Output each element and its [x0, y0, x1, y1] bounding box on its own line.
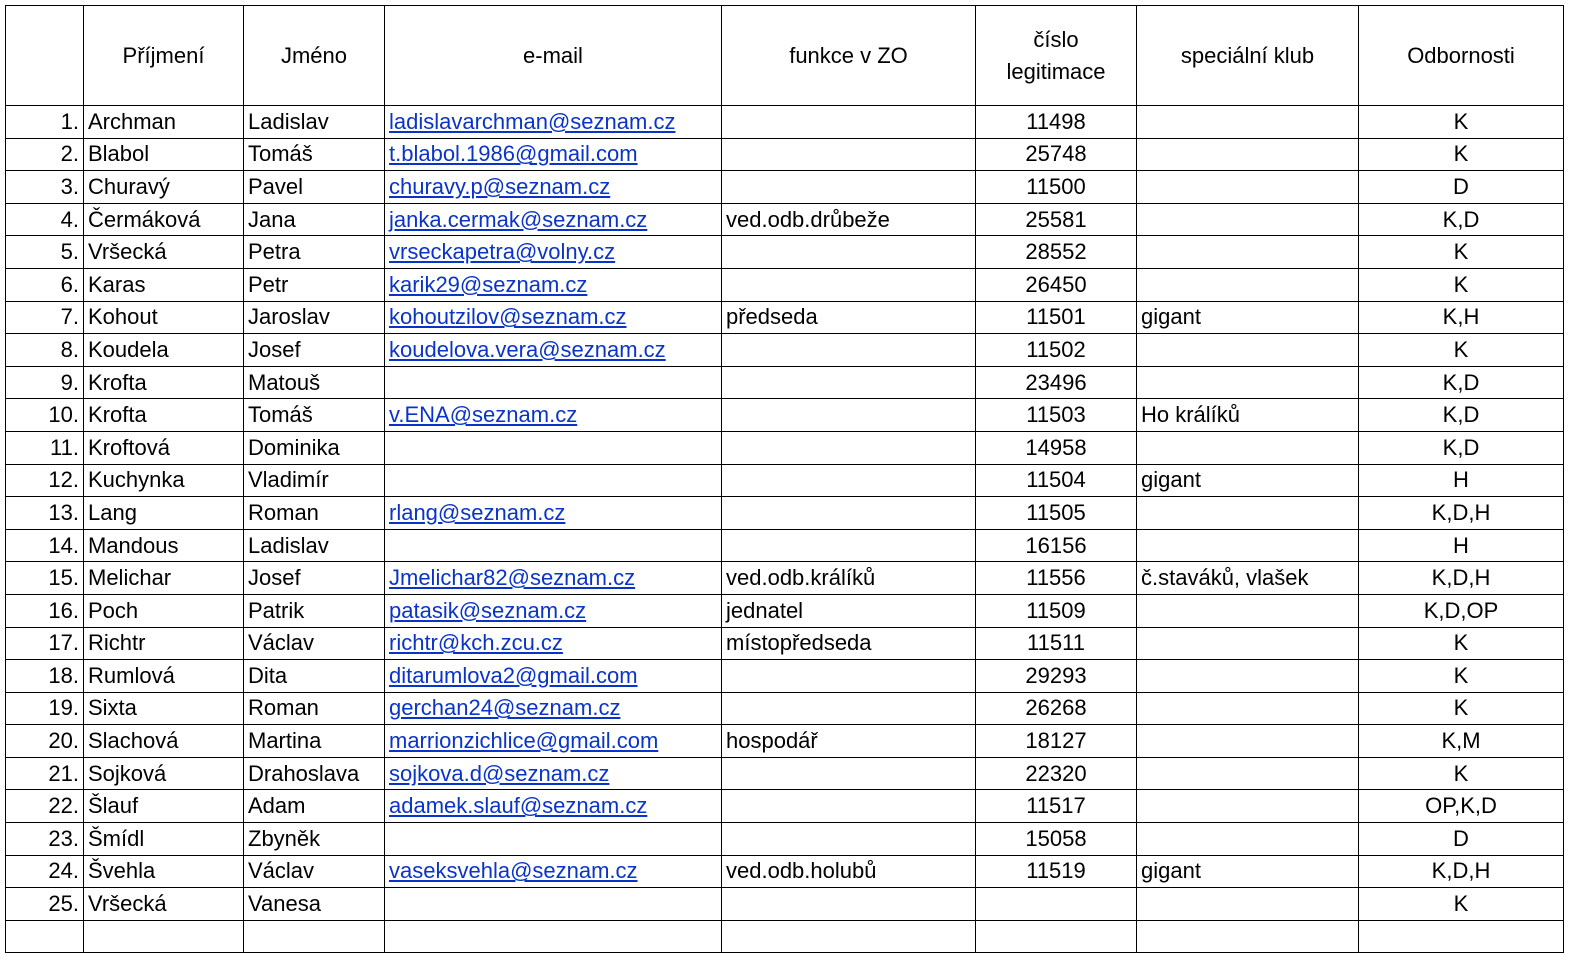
cell-id-number[interactable]: 29293 [976, 660, 1137, 693]
email-link[interactable]: karik29@seznam.cz [389, 271, 588, 297]
cell-special-club[interactable] [1137, 529, 1359, 562]
cell-index[interactable]: 8. [6, 334, 84, 367]
header-role[interactable]: funkce v ZO [722, 6, 976, 106]
table-row [6, 725, 1564, 758]
cell-index[interactable] [6, 920, 84, 953]
header-surname[interactable]: Příjmení [84, 6, 244, 106]
cell-role[interactable] [722, 920, 976, 953]
cell-index[interactable]: 19. [6, 692, 84, 725]
cell-id-number[interactable]: 11498 [976, 106, 1137, 139]
cell-special-club[interactable] [1137, 138, 1359, 171]
cell-id-number[interactable]: 22320 [976, 757, 1137, 790]
cell-special-club[interactable]: gigant [1137, 301, 1359, 334]
cell-special-club[interactable] [1137, 594, 1359, 627]
cell-firstname[interactable]: Jana [244, 203, 385, 236]
cell-index[interactable]: 10. [6, 399, 84, 432]
cell-special-club[interactable] [1137, 692, 1359, 725]
email-link[interactable]: sojkova.d@seznam.cz [389, 760, 610, 786]
table-row [6, 562, 1564, 595]
table-body [6, 106, 1564, 953]
cell-firstname[interactable]: Václav [244, 855, 385, 888]
cell-id-number[interactable]: 11503 [976, 399, 1137, 432]
cell-id-number[interactable]: 11501 [976, 301, 1137, 334]
email-link[interactable]: adamek.slauf@seznam.cz [389, 793, 648, 819]
cell-id-number[interactable] [976, 888, 1137, 921]
cell-index[interactable]: 11. [6, 431, 84, 464]
members-table [5, 5, 1564, 953]
cell-role[interactable] [722, 660, 976, 693]
cell-surname[interactable]: Švehla [84, 855, 244, 888]
cell-email[interactable] [385, 627, 722, 660]
cell-email[interactable] [385, 757, 722, 790]
cell-surname[interactable]: Karas [84, 268, 244, 301]
cell-index[interactable]: 23. [6, 823, 84, 856]
cell-id-number[interactable]: 15058 [976, 823, 1137, 856]
cell-firstname[interactable]: Vladimír [244, 464, 385, 497]
cell-special-club[interactable] [1137, 757, 1359, 790]
cell-index[interactable]: 18. [6, 660, 84, 693]
cell-firstname[interactable]: Dita [244, 660, 385, 693]
header-firstname[interactable]: Jméno [244, 6, 385, 106]
cell-role[interactable]: hospodář [722, 725, 976, 758]
header-id-line2: legitimace [1006, 58, 1106, 84]
cell-expertise[interactable]: K [1359, 888, 1564, 921]
cell-expertise[interactable]: K [1359, 236, 1564, 269]
cell-expertise[interactable]: K,M [1359, 725, 1564, 758]
cell-id-number[interactable]: 11502 [976, 334, 1137, 367]
cell-surname[interactable]: Blabol [84, 138, 244, 171]
cell-index[interactable]: 1. [6, 106, 84, 139]
cell-role[interactable] [722, 823, 976, 856]
cell-role[interactable]: předseda [722, 301, 976, 334]
table-row [6, 138, 1564, 171]
cell-surname[interactable]: Vršecká [84, 236, 244, 269]
cell-expertise[interactable]: K [1359, 692, 1564, 725]
cell-special-club[interactable] [1137, 268, 1359, 301]
table-row [6, 268, 1564, 301]
table-row [6, 497, 1564, 530]
table-row [6, 692, 1564, 725]
cell-special-club[interactable] [1137, 823, 1359, 856]
cell-index[interactable]: 5. [6, 236, 84, 269]
cell-id-number[interactable]: 25748 [976, 138, 1137, 171]
table-row [6, 920, 1564, 953]
table-row [6, 855, 1564, 888]
cell-role[interactable] [722, 757, 976, 790]
cell-special-club[interactable] [1137, 431, 1359, 464]
cell-expertise[interactable]: K [1359, 627, 1564, 660]
email-link[interactable]: koudelova.vera@seznam.cz [389, 336, 666, 362]
cell-email[interactable] [385, 562, 722, 595]
cell-firstname[interactable]: Dominika [244, 431, 385, 464]
email-link[interactable]: gerchan24@seznam.cz [389, 695, 621, 721]
table-row [6, 171, 1564, 204]
cell-id-number[interactable]: 11504 [976, 464, 1137, 497]
cell-expertise[interactable]: K,D [1359, 431, 1564, 464]
cell-firstname[interactable]: Tomáš [244, 138, 385, 171]
cell-email[interactable] [385, 497, 722, 530]
cell-expertise[interactable]: K,D [1359, 399, 1564, 432]
cell-role[interactable] [722, 171, 976, 204]
cell-surname[interactable]: Melichar [84, 562, 244, 595]
cell-special-club[interactable] [1137, 660, 1359, 693]
cell-surname[interactable]: Churavý [84, 171, 244, 204]
email-link[interactable]: janka.cermak@seznam.cz [389, 206, 648, 232]
cell-email[interactable] [385, 594, 722, 627]
cell-surname[interactable]: Mandous [84, 529, 244, 562]
cell-role[interactable] [722, 529, 976, 562]
cell-role[interactable] [722, 334, 976, 367]
cell-surname[interactable]: Vršecká [84, 888, 244, 921]
cell-special-club[interactable] [1137, 497, 1359, 530]
cell-email[interactable] [385, 660, 722, 693]
cell-special-club[interactable]: gigant [1137, 855, 1359, 888]
cell-email[interactable] [385, 920, 722, 953]
cell-email[interactable] [385, 268, 722, 301]
cell-id-number[interactable]: 11519 [976, 855, 1137, 888]
cell-firstname[interactable]: Petr [244, 268, 385, 301]
cell-expertise[interactable]: K [1359, 106, 1564, 139]
cell-email[interactable] [385, 334, 722, 367]
cell-expertise[interactable]: OP,K,D [1359, 790, 1564, 823]
email-link[interactable]: vaseksvehla@seznam.cz [389, 858, 638, 884]
cell-firstname[interactable]: Zbyněk [244, 823, 385, 856]
cell-surname[interactable]: Rumlová [84, 660, 244, 693]
email-link[interactable]: ladislavarchman@seznam.cz [389, 108, 676, 134]
cell-surname[interactable]: Richtr [84, 627, 244, 660]
cell-id-number[interactable]: 11517 [976, 790, 1137, 823]
cell-special-club[interactable] [1137, 334, 1359, 367]
cell-surname[interactable]: Poch [84, 594, 244, 627]
cell-surname[interactable]: Kohout [84, 301, 244, 334]
table-row [6, 888, 1564, 921]
email-link[interactable]: marrionzichlice@gmail.com [389, 728, 659, 754]
cell-id-number[interactable]: 11511 [976, 627, 1137, 660]
cell-id-number[interactable]: 11556 [976, 562, 1137, 595]
cell-firstname[interactable]: Ladislav [244, 106, 385, 139]
cell-special-club[interactable] [1137, 790, 1359, 823]
cell-email[interactable] [385, 888, 722, 921]
cell-role[interactable] [722, 464, 976, 497]
cell-index[interactable]: 2. [6, 138, 84, 171]
cell-special-club[interactable] [1137, 106, 1359, 139]
cell-index[interactable]: 15. [6, 562, 84, 595]
cell-role[interactable] [722, 366, 976, 399]
cell-expertise[interactable]: K [1359, 268, 1564, 301]
cell-email[interactable] [385, 171, 722, 204]
cell-index[interactable]: 17. [6, 627, 84, 660]
cell-index[interactable]: 9. [6, 366, 84, 399]
cell-firstname[interactable]: Vanesa [244, 888, 385, 921]
cell-surname[interactable]: Šlauf [84, 790, 244, 823]
email-link[interactable]: v.ENA@seznam.cz [389, 402, 578, 428]
email-link[interactable]: kohoutzilov@seznam.cz [389, 304, 627, 330]
cell-surname[interactable]: Krofta [84, 399, 244, 432]
cell-expertise[interactable]: K,D,OP [1359, 594, 1564, 627]
cell-surname[interactable]: Kroftová [84, 431, 244, 464]
cell-special-club[interactable] [1137, 920, 1359, 953]
cell-firstname[interactable]: Tomáš [244, 399, 385, 432]
email-link[interactable]: Jmelichar82@seznam.cz [389, 565, 636, 591]
cell-role[interactable] [722, 399, 976, 432]
cell-email[interactable] [385, 855, 722, 888]
cell-index[interactable]: 16. [6, 594, 84, 627]
cell-firstname[interactable]: Adam [244, 790, 385, 823]
cell-email[interactable] [385, 106, 722, 139]
cell-special-club[interactable] [1137, 171, 1359, 204]
cell-email[interactable] [385, 236, 722, 269]
cell-email[interactable] [385, 823, 722, 856]
cell-surname[interactable]: Archman [84, 106, 244, 139]
cell-index[interactable]: 4. [6, 203, 84, 236]
table-row [6, 399, 1564, 432]
cell-index[interactable]: 3. [6, 171, 84, 204]
cell-id-number[interactable]: 11509 [976, 594, 1137, 627]
cell-expertise[interactable]: K [1359, 660, 1564, 693]
email-link[interactable]: vrseckapetra@volny.cz [389, 239, 616, 265]
cell-index[interactable]: 21. [6, 757, 84, 790]
cell-index[interactable]: 24. [6, 855, 84, 888]
cell-index[interactable]: 12. [6, 464, 84, 497]
cell-firstname[interactable]: Petra [244, 236, 385, 269]
cell-id-number[interactable]: 26450 [976, 268, 1137, 301]
header-email[interactable]: e-mail [385, 6, 722, 106]
table-row [6, 236, 1564, 269]
cell-firstname[interactable]: Pavel [244, 171, 385, 204]
cell-firstname[interactable]: Jaroslav [244, 301, 385, 334]
cell-email[interactable] [385, 790, 722, 823]
cell-email[interactable] [385, 138, 722, 171]
cell-expertise[interactable]: K,D,H [1359, 562, 1564, 595]
table-row [6, 106, 1564, 139]
cell-role[interactable] [722, 138, 976, 171]
cell-email[interactable] [385, 399, 722, 432]
cell-role[interactable] [722, 236, 976, 269]
cell-role[interactable]: ved.odb.drůbeže [722, 203, 976, 236]
header-index[interactable] [6, 6, 84, 106]
cell-expertise[interactable] [1359, 920, 1564, 953]
email-link[interactable]: patasik@seznam.cz [389, 597, 587, 623]
cell-expertise[interactable]: K,D [1359, 203, 1564, 236]
cell-firstname[interactable]: Roman [244, 497, 385, 530]
table-row [6, 431, 1564, 464]
cell-role[interactable] [722, 106, 976, 139]
cell-index[interactable]: 14. [6, 529, 84, 562]
cell-special-club[interactable]: gigant [1137, 464, 1359, 497]
cell-expertise[interactable]: K [1359, 757, 1564, 790]
cell-special-club[interactable] [1137, 627, 1359, 660]
cell-surname[interactable]: Čermáková [84, 203, 244, 236]
cell-firstname[interactable]: Josef [244, 334, 385, 367]
cell-expertise[interactable]: D [1359, 823, 1564, 856]
cell-role[interactable] [722, 888, 976, 921]
cell-role[interactable]: místopředseda [722, 627, 976, 660]
cell-id-number[interactable]: 11500 [976, 171, 1137, 204]
cell-special-club[interactable] [1137, 725, 1359, 758]
email-link[interactable]: ditarumlova2@gmail.com [389, 662, 638, 688]
cell-firstname[interactable]: Václav [244, 627, 385, 660]
cell-firstname[interactable]: Matouš [244, 366, 385, 399]
table-row [6, 203, 1564, 236]
cell-role[interactable]: ved.odb.králíků [722, 562, 976, 595]
cell-index[interactable]: 25. [6, 888, 84, 921]
cell-expertise[interactable]: K,D,H [1359, 855, 1564, 888]
table-row [6, 366, 1564, 399]
cell-firstname[interactable]: Patrik [244, 594, 385, 627]
cell-role[interactable] [722, 692, 976, 725]
cell-role[interactable] [722, 431, 976, 464]
cell-id-number[interactable]: 11505 [976, 497, 1137, 530]
email-link[interactable]: t.blabol.1986@gmail.com [389, 141, 638, 167]
cell-index[interactable]: 6. [6, 268, 84, 301]
cell-surname[interactable] [84, 920, 244, 953]
cell-surname[interactable]: Lang [84, 497, 244, 530]
table-row [6, 823, 1564, 856]
email-link[interactable]: richtr@kch.zcu.cz [389, 630, 563, 656]
cell-email[interactable] [385, 366, 722, 399]
cell-role[interactable] [722, 497, 976, 530]
cell-expertise[interactable]: H [1359, 529, 1564, 562]
cell-surname[interactable]: Sixta [84, 692, 244, 725]
email-link[interactable]: rlang@seznam.cz [389, 499, 566, 525]
table-row [6, 660, 1564, 693]
header-special-club[interactable]: speciální klub [1137, 6, 1359, 106]
cell-id-number[interactable]: 26268 [976, 692, 1137, 725]
cell-special-club[interactable]: Ho králíků [1137, 399, 1359, 432]
cell-surname[interactable]: Koudela [84, 334, 244, 367]
cell-role[interactable]: jednatel [722, 594, 976, 627]
cell-id-number[interactable]: 25581 [976, 203, 1137, 236]
cell-email[interactable] [385, 725, 722, 758]
cell-firstname[interactable]: Martina [244, 725, 385, 758]
cell-id-number[interactable]: 28552 [976, 236, 1137, 269]
table-row [6, 790, 1564, 823]
cell-id-number[interactable]: 14958 [976, 431, 1137, 464]
cell-expertise[interactable]: H [1359, 464, 1564, 497]
cell-expertise[interactable]: K,D [1359, 366, 1564, 399]
cell-surname[interactable]: Sojková [84, 757, 244, 790]
table-row [6, 627, 1564, 660]
cell-email[interactable] [385, 464, 722, 497]
cell-id-number[interactable] [976, 920, 1137, 953]
cell-id-number[interactable]: 16156 [976, 529, 1137, 562]
cell-email[interactable] [385, 692, 722, 725]
table-row [6, 301, 1564, 334]
cell-surname[interactable]: Slachová [84, 725, 244, 758]
cell-surname[interactable]: Krofta [84, 366, 244, 399]
header-expertise[interactable]: Odbornosti [1359, 6, 1564, 106]
cell-special-club[interactable] [1137, 888, 1359, 921]
table-row [6, 464, 1564, 497]
cell-expertise[interactable]: K,H [1359, 301, 1564, 334]
cell-expertise[interactable]: K [1359, 334, 1564, 367]
cell-email[interactable] [385, 301, 722, 334]
cell-index[interactable]: 7. [6, 301, 84, 334]
cell-firstname[interactable] [244, 920, 385, 953]
cell-special-club[interactable] [1137, 236, 1359, 269]
cell-role[interactable] [722, 790, 976, 823]
cell-index[interactable]: 20. [6, 725, 84, 758]
table-row [6, 529, 1564, 562]
table-row [6, 594, 1564, 627]
header-row [6, 6, 1564, 106]
cell-surname[interactable]: Kuchynka [84, 464, 244, 497]
email-link[interactable]: churavy.p@seznam.cz [389, 173, 611, 199]
cell-email[interactable] [385, 529, 722, 562]
cell-expertise[interactable]: D [1359, 171, 1564, 204]
cell-special-club[interactable]: č.staváků, vlašek [1137, 562, 1359, 595]
cell-role[interactable]: ved.odb.holubů [722, 855, 976, 888]
table-row [6, 334, 1564, 367]
cell-expertise[interactable]: K,D,H [1359, 497, 1564, 530]
cell-role[interactable] [722, 268, 976, 301]
cell-firstname[interactable]: Ladislav [244, 529, 385, 562]
table-row [6, 757, 1564, 790]
header-id-number[interactable] [976, 6, 1137, 106]
cell-email[interactable] [385, 431, 722, 464]
cell-firstname[interactable]: Josef [244, 562, 385, 595]
header-id-line1: číslo [1033, 26, 1079, 52]
cell-index[interactable]: 13. [6, 497, 84, 530]
cell-surname[interactable]: Šmídl [84, 823, 244, 856]
cell-firstname[interactable]: Roman [244, 692, 385, 725]
cell-id-number[interactable]: 23496 [976, 366, 1137, 399]
cell-index[interactable]: 22. [6, 790, 84, 823]
cell-special-club[interactable] [1137, 203, 1359, 236]
cell-email[interactable] [385, 203, 722, 236]
cell-special-club[interactable] [1137, 366, 1359, 399]
cell-id-number[interactable]: 18127 [976, 725, 1137, 758]
cell-expertise[interactable]: K [1359, 138, 1564, 171]
cell-firstname[interactable]: Drahoslava [244, 757, 385, 790]
